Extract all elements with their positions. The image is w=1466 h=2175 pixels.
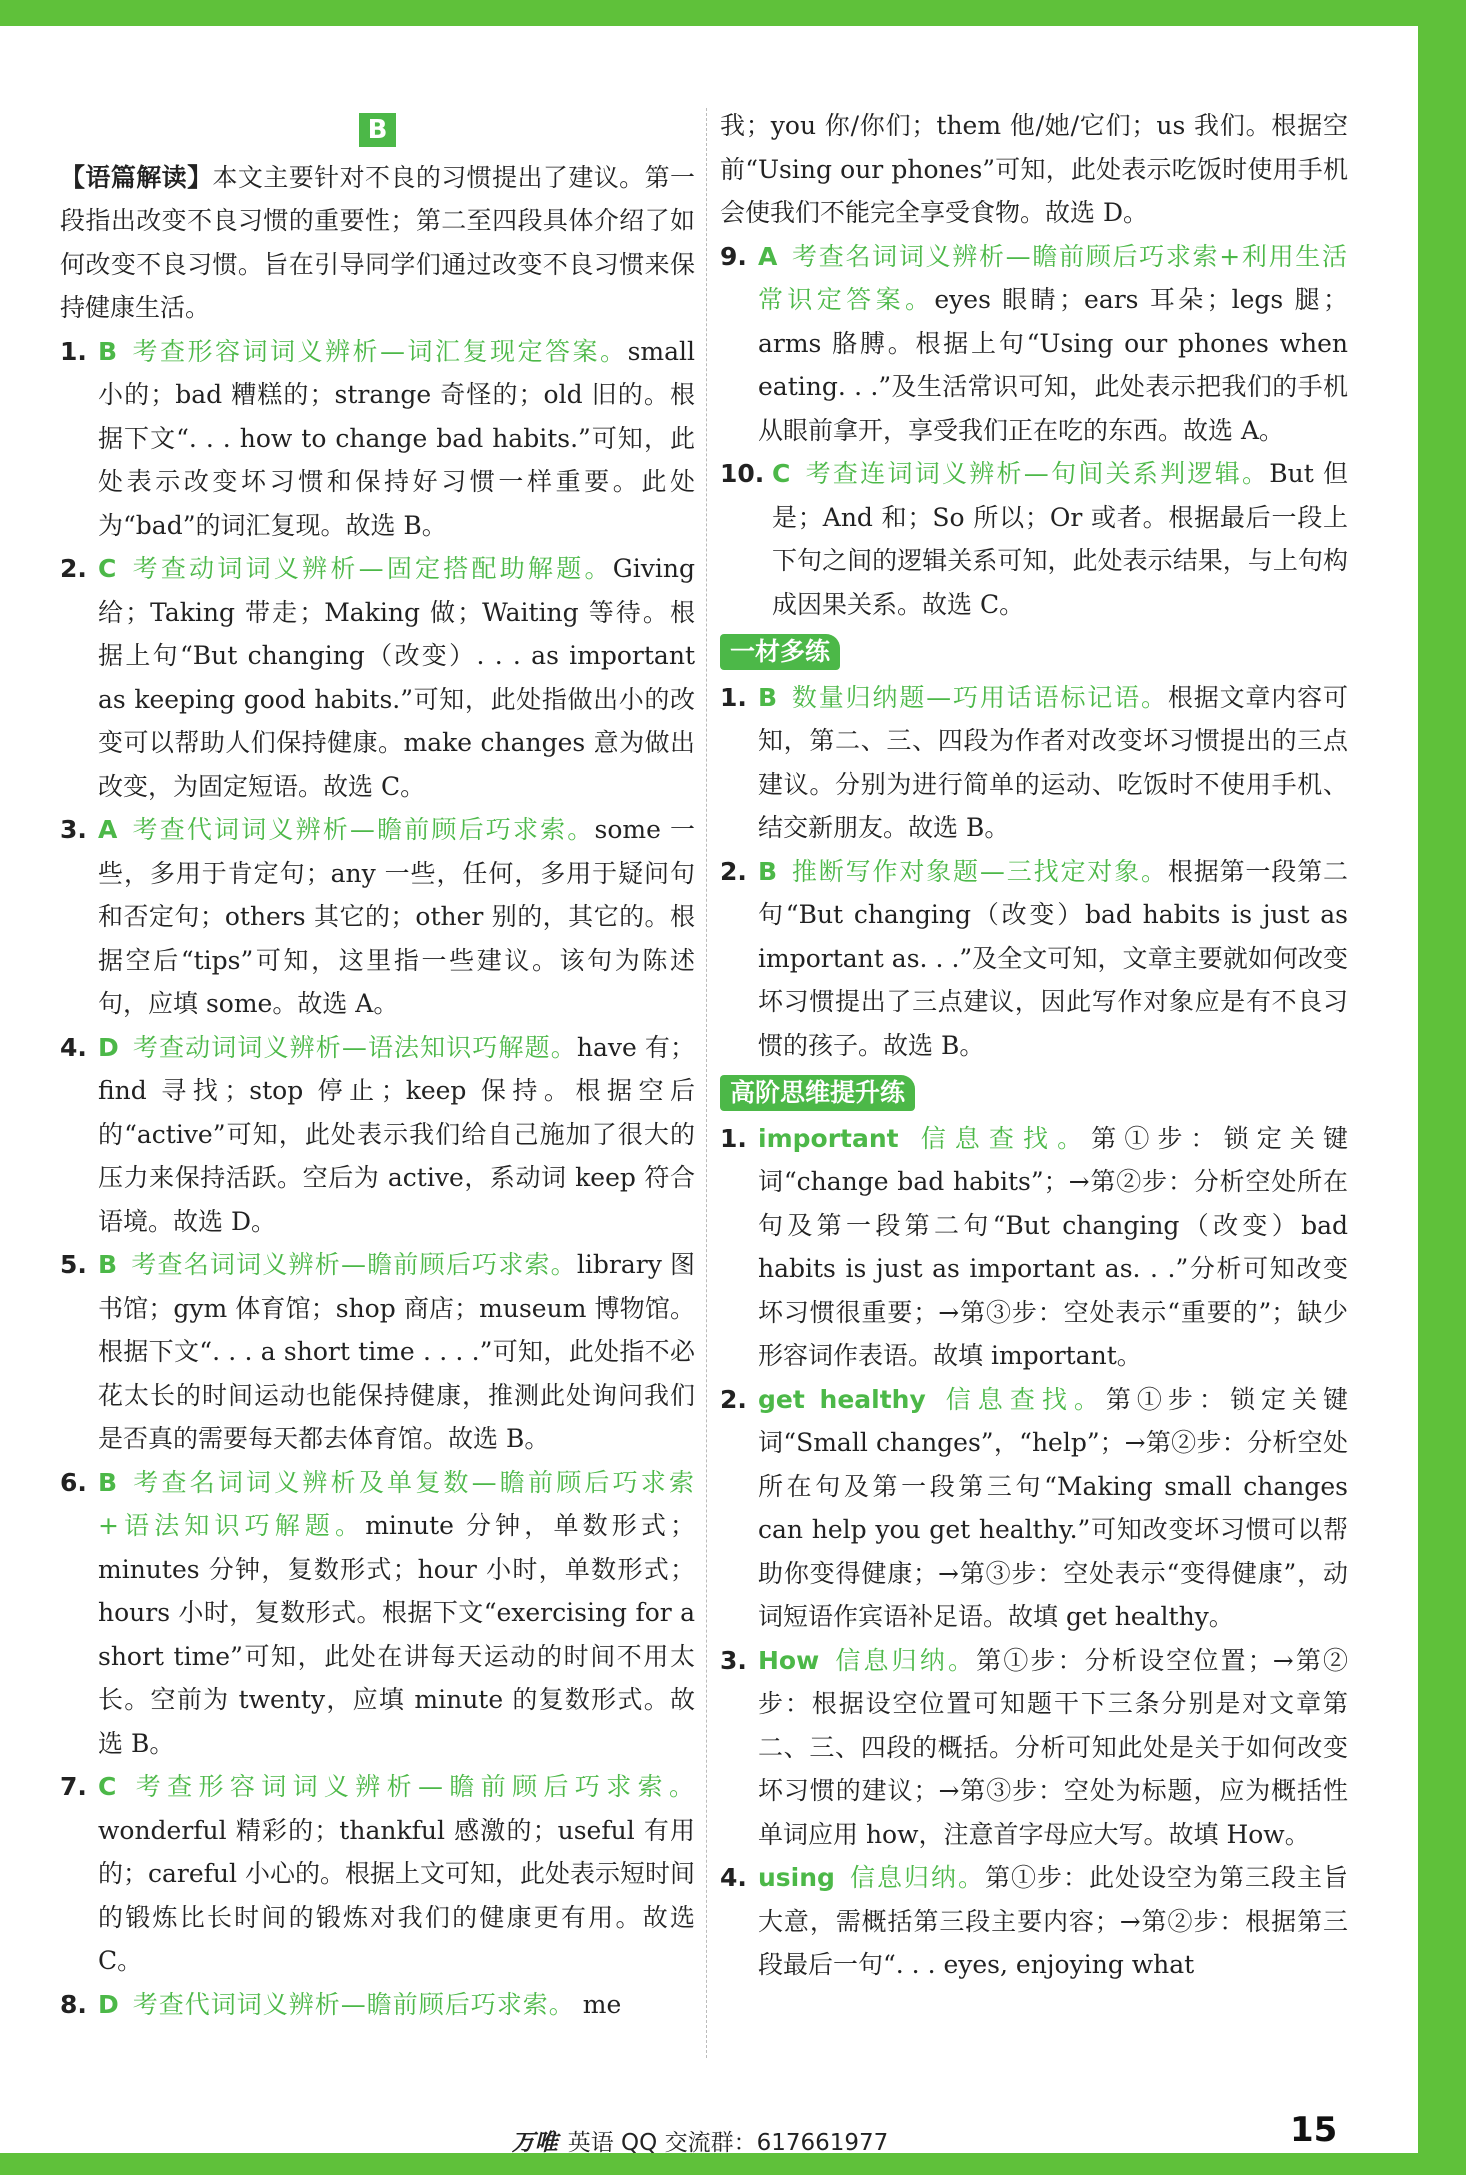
answer-item-2 [60,547,695,808]
item-answer: A [98,815,118,844]
item-number: 2. [720,1384,747,1414]
item-answer: using [758,1863,835,1892]
item-number: 3. [720,1645,747,1675]
item-heading: 考查名词词义辨析—瞻前顾后巧求索。 [131,1250,577,1279]
item-answer: B [98,1467,118,1497]
footer-brand: 万唯 [511,2130,558,2156]
item-body: 第①步：此处设空为第三段主旨大意，需概括第三段主要内容；→第②步：根据第三段最后一句“. . . eyes, enjoying what [758,1863,1348,1979]
item-heading: 考查动词词义辨析—语法知识巧解题。 [132,1032,577,1062]
left-column [60,108,695,2026]
item-answer: important [758,1123,899,1153]
advanced-item-3 [720,1639,1348,1857]
item-answer: get healthy [758,1384,926,1414]
item-number: 9. [720,241,747,271]
section-title-practice: 一材多练 [720,634,840,670]
answer-item-6 [60,1461,695,1766]
item-heading: 推断写作对象题—三找定对象。 [791,856,1168,886]
advanced-item-1 [720,1117,1348,1378]
advanced-item-4 [720,1856,1348,1987]
item-body: minute 分钟，单数形式；minutes 分钟，复数形式；hour 小时，单数形式；hours 小时，复数形式。根据下文“exercising for a short time”可知，此处在讲每天运动的时间不用太长。空前为 twenty，应填 minute 的复数形式。故选 B。 [98,1511,695,1758]
answer-item-1 [60,330,695,548]
item-body: have 有；find 寻找；stop 停止；keep 保持。根据空后的“active”可知，此处表示我们给自己施加了很大的压力来保持活跃。空后为 active，系动词 keep 符合语境。故选 D。 [98,1032,695,1236]
item-answer: C [772,459,791,488]
item-heading: 考查代词词义辨析—瞻前顾后巧求索。 [132,1989,575,2019]
item-answer: B [758,682,778,712]
item-number: 7. [60,1772,87,1801]
answer-item-8 [60,1983,695,2027]
answer-item-7 [60,1765,695,1983]
footer-text: 英语 QQ 交流群：617661977 [567,2130,889,2156]
item-body: wonderful 精彩的；thankful 感激的；useful 有用的；careful 小心的。根据上文可知，此处表示短时间的锻炼比长时间的锻炼对我们的健康更有用。故选 C。 [98,1815,695,1975]
item-number: 2. [720,856,747,886]
column-divider [706,108,707,2058]
section-badge: B [359,113,397,147]
item-heading: 考查连词词义辨析—句间关系判逻辑。 [804,459,1270,488]
item-answer: D [98,1032,119,1062]
answer-item-4 [60,1026,695,1244]
item-heading: 数量归纳题—巧用话语标记语。 [791,682,1168,712]
item-heading: 信息查找。 [939,1384,1106,1414]
item-number: 8. [60,1989,87,2019]
answer-item-9 [720,235,1348,453]
item-heading: 信息查找。 [912,1123,1092,1153]
footer [0,2124,1400,2157]
item-number: 10. [720,459,765,488]
answer-item-3 [60,808,695,1026]
item-body: me [582,1989,622,2019]
item-answer: C [98,554,117,583]
section-title-advanced: 高阶思维提升练 [720,1075,915,1111]
item-body: 根据第一段第二句“But changing（改变）bad habits is just as important as. . .”及全文可知，文章主要就如何改变坏习惯提出了三点建议，因此写作对象应是有不良习惯的孩子。故选 B。 [758,856,1348,1060]
item-number: 1. [60,336,87,366]
item-answer: B [98,336,118,366]
item-heading: 信息归纳。 [848,1863,985,1892]
item-heading: 考查名词词义辨析及单复数—瞻前顾后巧求索+语法知识巧解题。 [98,1467,695,1540]
item-number: 4. [720,1863,747,1892]
right-column [720,104,1348,1987]
item-body: Giving 给；Taking 带走；Making 做；Waiting 等待。根据上句“But changing（改变）. . . as important as keeping good habits.”可知，此处指做出小的改变可以帮助人们保持健康。make changes 意为做出改变，为固定短语。故选 C。 [98,554,695,801]
practice-item-2 [720,850,1348,1068]
item-answer: C [98,1772,117,1801]
item-number: 2. [60,554,87,583]
item-answer: D [98,1989,119,2019]
item-heading: 考查形容词词义辨析—词汇复现定答案。 [131,336,628,366]
item-body: eyes 眼睛；ears 耳朵；legs 腿；arms 胳膊。根据上句“Using our phones when eating. . .”及生活常识可知，此处表示把我们的手机从眼前拿开，享受我们正在吃的东西。故选 A。 [758,285,1348,445]
item-heading: 考查代词词义辨析—瞻前顾后巧求索。 [131,815,595,844]
item-number: 1. [720,682,747,712]
top-green-band [0,0,1466,26]
item-body: library 图书馆；gym 体育馆；shop 商店；museum 博物馆。根据下文“. . . a short time . . . .”可知，此处指不必花太长的时间运动也能保持健康，推测此处询问我们是否真的需要每天都去体育馆。故选 B。 [98,1250,695,1453]
intro-text: 本文主要针对不良的习惯提出了建议。第一段指出改变不良习惯的重要性；第二至四段具体介绍了如何改变不良习惯。旨在引导同学们通过改变不良习惯来保持健康生活。 [60,162,695,322]
item-number: 3. [60,815,87,844]
practice-item-1 [720,676,1348,850]
answer-item-10 [720,452,1348,626]
item-body: 根据文章内容可知，第二、三、四段为作者对改变坏习惯提出的三点建议。分别为进行简单的运动、吃饭时不使用手机、结交新朋友。故选 B。 [758,682,1348,842]
intro-paragraph [60,156,695,330]
item-body: 第①步：分析设空位置；→第②步：根据设空位置可知题干下三条分别是对文章第二、三、四段的概括。分析可知此处是关于如何改变坏习惯的建议；→第③步：空处为标题，应为概括性单词应用 how，注意首字母应大写。故填 How。 [758,1645,1348,1849]
item-answer: B [98,1250,118,1279]
item-number: 6. [60,1467,87,1497]
item-8-continuation: 我；you 你/你们；them 他/她/它们；us 我们。根据空前“Using our phones”可知，此处表示吃饭时使用手机会使我们不能完全享受食物。故选 D。 [720,111,1348,227]
intro-label: 【语篇解读】 [60,162,213,192]
item-answer: B [758,856,778,886]
item-heading: 考查形容词词义辨析—瞻前顾后巧求索。 [130,1772,695,1801]
item-answer: A [758,241,778,271]
item-number: 5. [60,1250,87,1279]
right-green-band [1418,0,1466,2175]
item-heading: 信息归纳。 [833,1645,977,1675]
page-number: 15 [1290,2110,1338,2150]
item-body: But 但是；And 和；So 所以；Or 或者。根据最后一段上下句之间的逻辑关系可知，此处表示结果，与上句构成因果关系。故选 C。 [772,459,1348,619]
item-heading: 考查名词词义辨析—瞻前顾后巧求索+利用生活常识定答案。 [758,241,1348,314]
item-body: 第①步：锁定关键词“Small changes”，“help”；→第②步：分析空处所在句及第一段第三句“Making small changes can help you get healthy.”可知改变坏习惯可以帮助你变得健康；→第③步：空处表示“变得健康”，动词短语作宾语补足语。故填 get healthy。 [758,1384,1348,1631]
item-number: 1. [720,1123,747,1153]
item-answer: How [758,1645,820,1675]
answer-item-5 [60,1243,695,1461]
item-number: 4. [60,1032,87,1062]
item-body: 第①步：锁定关键词“change bad habits”；→第②步：分析空处所在句及第一段第二句“But changing（改变）bad habits is just as important as. . .”分析可知改变坏习惯很重要；→第③步：空处表示“重要的”；缺少形容词作表语。故填 important。 [758,1123,1348,1370]
advanced-item-2 [720,1378,1348,1639]
item-body: some 一些，多用于肯定句；any 一些，任何，多用于疑问句和否定句；others 其它的；other 别的，其它的。根据空后“tips”可知，这里指一些建议。该句为陈述句，应填 some。故选 A。 [98,815,695,1018]
item-heading: 考查动词词义辨析—固定搭配助解题。 [130,554,613,583]
item-body: small 小的；bad 糟糕的；strange 奇怪的；old 旧的。根据下文“. . . how to change bad habits.”可知，此处表示改变坏习惯和保持好习惯一样重要。此处为“bad”的词汇复现。故选 B。 [98,336,695,540]
